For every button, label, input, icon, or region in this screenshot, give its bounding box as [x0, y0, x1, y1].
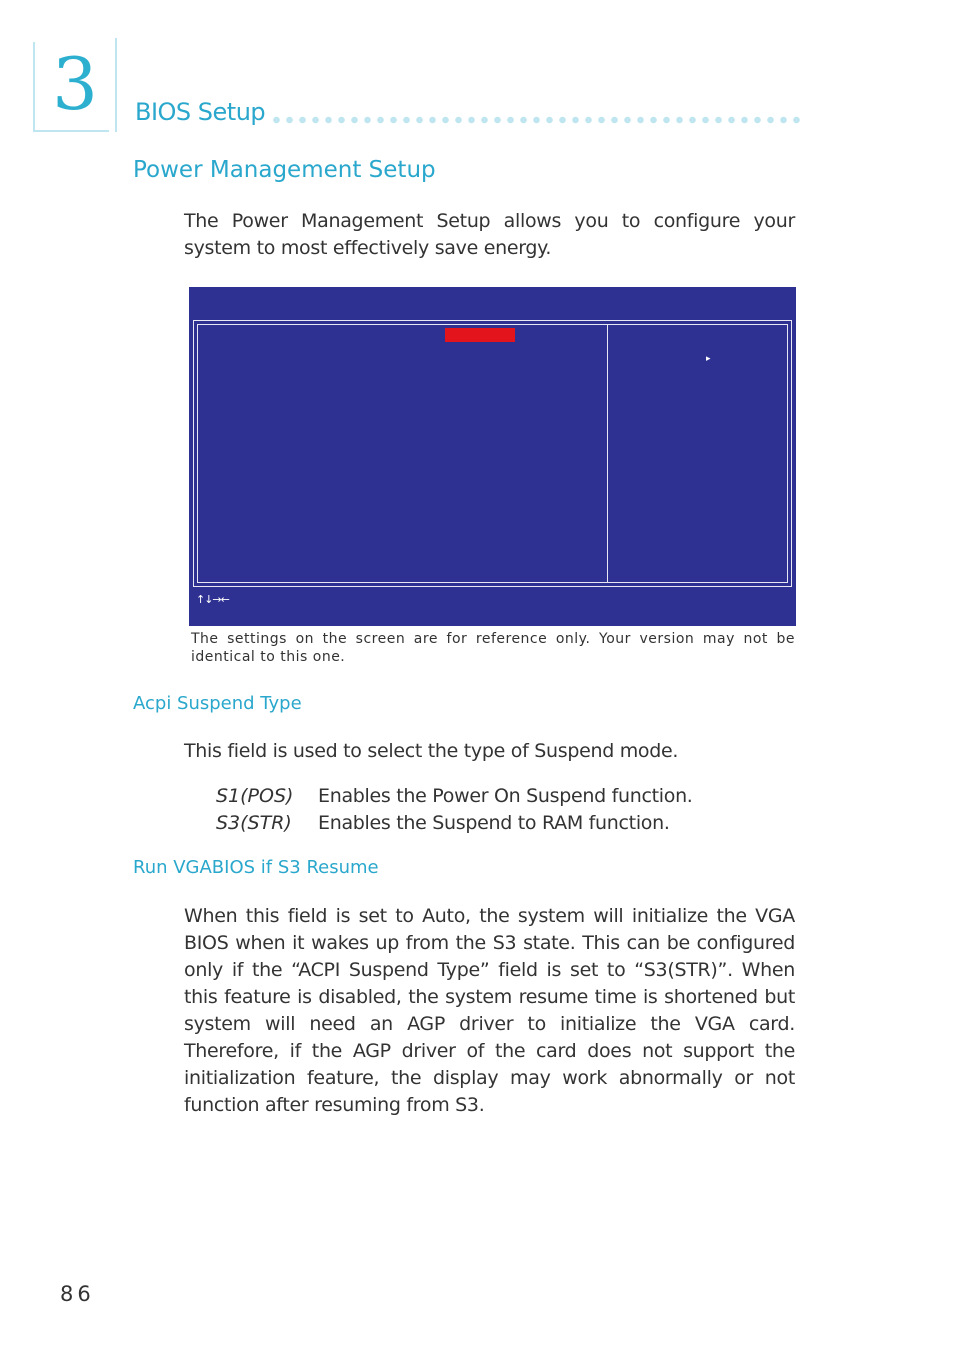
header-dot-rule	[270, 115, 800, 125]
bios-selected-item-highlight	[445, 328, 515, 342]
run-vgabios-heading: Run VGABIOS if S3 Resume	[133, 857, 379, 878]
bios-nav-keys: ↑↓→←	[196, 593, 229, 606]
option-description: Enables the Power On Suspend function.	[318, 785, 693, 807]
option-description: Enables the Suspend to RAM function.	[318, 812, 670, 834]
option-key: S3(STR)	[216, 812, 292, 834]
acpi-description: This field is used to select the type of Suspend mode.	[184, 740, 679, 762]
chapter-number: 3	[52, 42, 98, 126]
chapter-title: BIOS Setup	[135, 98, 266, 126]
screenshot-caption: The settings on the screen are for reference only. Your version may not be identical to this one.	[191, 631, 795, 665]
bios-inner-frame	[197, 324, 788, 583]
vgabios-description: When this field is set to Auto, the system will initialize the VGA BIOS when it wakes up from the S3 state. This can be configured only if the “ACPI Suspend Type” field is set to “S3(STR)”. When this feature is disabled, the system resume time is shortened but system will need an AGP driver to initialize the VGA card. Therefore, if the AGP driver of the card does not support the initialization feature, the display may work abnormally or not function after resuming from S3.	[184, 905, 795, 1116]
section-intro: The Power Management Setup allows you to configure your system to most effectively save energy.	[184, 210, 795, 259]
option-key: S1(POS)	[216, 785, 294, 807]
bios-frame	[193, 320, 792, 587]
section-title: Power Management Setup	[133, 157, 436, 183]
submenu-arrow-icon: ▸	[706, 354, 711, 364]
bios-screenshot	[189, 287, 796, 626]
bios-help-divider	[607, 325, 608, 582]
page-number: 86	[60, 1282, 95, 1306]
acpi-suspend-type-heading: Acpi Suspend Type	[133, 693, 302, 714]
